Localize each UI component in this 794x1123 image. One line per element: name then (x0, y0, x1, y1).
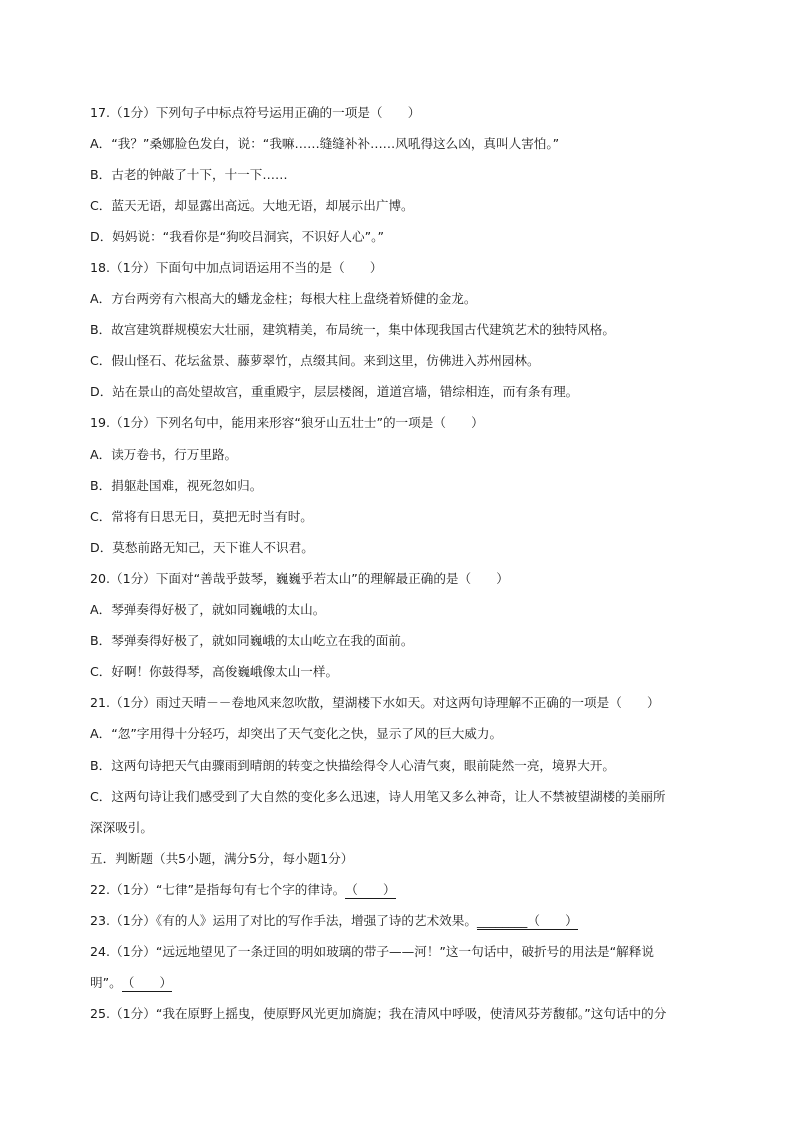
question-20-option-c: C．好啊！你鼓得琴，高俊巍峨像太山一样。 (90, 664, 339, 679)
question-17-option-b: B．古老的钟敲了十下，十一下…… (90, 167, 288, 182)
question-18-option-b: B．故宫建筑群规模宏大壮丽，建筑精美，布局统一，集中体现我国古代建筑艺术的独特风格。 (90, 322, 615, 337)
question-23-text: 23.（1分）《有的人》运用了对比的写作手法，增强了诗的艺术效果。 (90, 913, 477, 928)
question-19-option-b: B．捐躯赴国难，视死忽如归。 (90, 478, 263, 493)
question-19-stem: 19.（1分）下列名句中，能用来形容“狼牙山五壮士”的一项是（ ） (90, 415, 484, 430)
question-24-text-end: 明”。 (90, 975, 122, 990)
question-22-text: 22.（1分）“七律”是指每句有七个字的律诗。 (90, 882, 346, 897)
question-21-option-c: C．这两句诗让我们感受到了大自然的变化多么迅速，诗人用笔又多么神奇，让人不禁被望湖楼的美丽所 (90, 789, 666, 804)
question-20-stem: 20.（1分）下面对“善哉乎鼓琴，巍巍乎若太山”的理解最正确的是（ ） (90, 571, 509, 586)
question-18-stem: 18.（1分）下面句中加点词语运用不当的是（ ） (90, 260, 383, 275)
question-20-option-b: B．琴弹奏得好极了，就如同巍峨的太山屹立在我的面前。 (90, 633, 414, 648)
question-18-option-d: D．站在景山的高处望故宫，重重殿宇，层层楼阁，道道宫墙，错综相连，而有条有理。 (90, 384, 579, 399)
question-21-option-a: A．“忽”字用得十分轻巧，却突出了天气变化之快，显示了风的巨大威力。 (90, 726, 503, 741)
section-5-heading: 五．判断题（共5小题，满分5分，每小题1分） (90, 851, 354, 866)
question-24-answer-blank: （ ） (121, 975, 173, 990)
question-17-option-a: A．“我？”桑娜脸色发白，说：“我嘛……缝缝补补……风吼得这么凶，真叫人害怕。” (90, 136, 560, 151)
question-23 (90, 912, 578, 930)
question-19-option-d: D．莫愁前路无知己，天下谁人不识君。 (90, 540, 314, 555)
question-23-answer-blank: ________（ ） (476, 913, 578, 928)
question-20-option-a: A．琴弹奏得好极了，就如同巍峨的太山。 (90, 602, 326, 617)
question-25-line-1: 25.（1分）“我在原野上摇曳，使原野风光更加旖旎；我在清风中呼吸，使清风芬芳馥郁。”这句话中的分 (90, 1006, 667, 1021)
question-17-option-d: D．妈妈说：“我看你是“狗咬吕洞宾，不识好人心”。” (90, 229, 384, 244)
question-24-line-1: 24.（1分）“远远地望见了一条迂回的明如玻璃的带子——河！”这一句话中，破折号的用法是“解释说 (90, 944, 654, 959)
question-21-stem: 21.（1分）雨过天晴－－卷地风来忽吹散，望湖楼下水如天。对这两句诗理解不正确的一项是（ ） (90, 695, 660, 710)
question-22 (90, 881, 396, 899)
question-17-stem: 17.（1分）下列句子中标点符号运用正确的一项是（ ） (90, 105, 421, 120)
question-17-option-c: C．蓝天无语，却显露出高远。大地无语，却展示出广博。 (90, 198, 414, 213)
question-21-option-c-continued: 深深吸引。 (90, 820, 153, 835)
question-19-option-a: A．读万卷书，行万里路。 (90, 447, 238, 462)
question-24-line-2 (90, 974, 172, 992)
question-19-option-c: C．常将有日思无日，莫把无时当有时。 (90, 509, 313, 524)
question-22-answer-blank: （ ） (345, 882, 396, 897)
question-18-option-c: C．假山怪石、花坛盆景、藤萝翠竹，点缀其间。来到这里，仿佛进入苏州园林。 (90, 353, 540, 368)
question-18-option-a: A．方台两旁有六根高大的蟠龙金柱；每根大柱上盘绕着矫健的金龙。 (90, 291, 477, 306)
question-21-option-b: B．这两句诗把天气由骤雨到晴朗的转变之快描绘得令人心清气爽，眼前陡然一亮，境界大开。 (90, 758, 615, 773)
